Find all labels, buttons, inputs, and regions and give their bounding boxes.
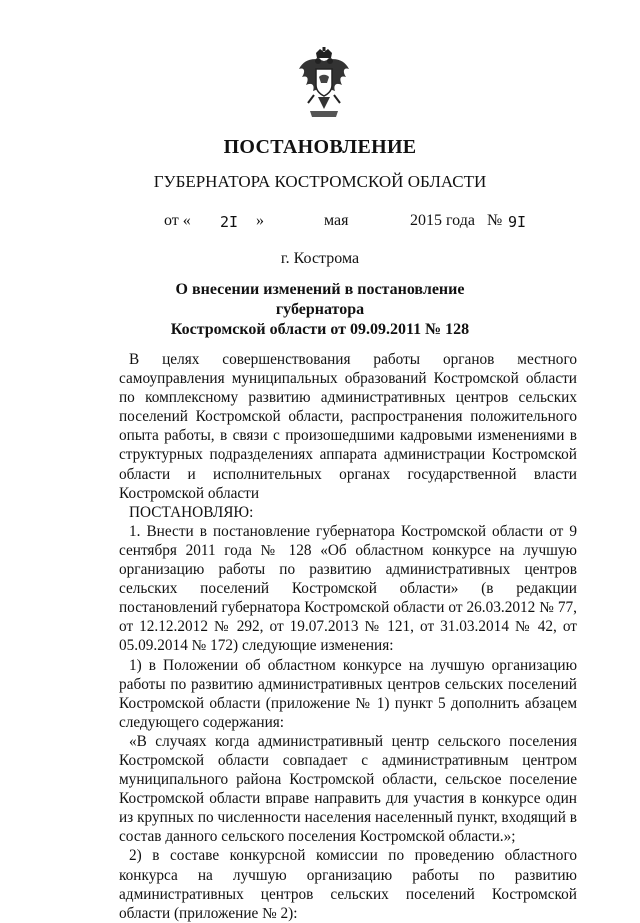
date-year: 2015 года	[410, 212, 475, 229]
document-subtitle: ГУБЕРНАТОРА КОСТРОМСКОЙ ОБЛАСТИ	[153, 172, 487, 191]
decree-word: ПОСТАНОВЛЯЮ:	[129, 503, 254, 521]
heading-line-1: О внесении изменений в постановление губернатора	[175, 281, 465, 318]
subitem-2-paragraph: 2) в составе конкурсной комиссии по проведению областного конкурса на лучшую организацию работы по развитию административных центров сельских поселений Костромской области (приложение № 2):	[119, 847, 577, 922]
date-close-quote: »	[256, 212, 264, 229]
subitem-1-paragraph: 1) в Положении об областном конкурсе на лучшую организацию работы по развитию административных центров сельских поселений Костромской области (приложение № 1) пункт 5 дополнить абзацем следующего содержания:	[119, 656, 577, 731]
date-month: мая	[324, 212, 349, 229]
date-day: 2I	[220, 213, 239, 231]
date-line	[0, 212, 640, 236]
coat-of-arms-icon	[296, 47, 352, 119]
document-title: ПОСТАНОВЛЕНИЕ	[223, 136, 417, 158]
number-sign: №	[487, 212, 503, 229]
date-prefix: от «	[164, 212, 191, 229]
document-heading	[150, 280, 490, 340]
heading-line-2: Костромской области от 09.09.2011 № 128	[170, 321, 470, 338]
document-body	[119, 350, 577, 923]
item-1-paragraph: 1. Внести в постановление губернатора Костромской области от 9 сентября 2011 года № 128 «Об областном конкурсе на лучшую организацию работы по развитию административных центров сельских поселений Костромской области» (в редакции постановлений губернатора Костромской области от 26.03.2012 № 77, от 12.12.2012 № 292, от 19.07.2013 № 121, от 31.03.2014 № 42, от 05.09.2014 № 172) следующие изменения:	[119, 522, 577, 655]
city: г. Кострома	[280, 250, 360, 267]
quote-paragraph: «В случаях когда административный центр сельского поселения Костромской области совпадает с административным центром муниципального района Костромской области, сельское поселение Костромской области вправе направить для участия в конкурсе один из крупных по численности населения населенный пункт, входящий в состав данного сельского поселения Костромской области.»;	[119, 732, 577, 846]
decree-number: 9I	[508, 213, 527, 231]
preamble-paragraph: В целях совершенствования работы органов местного самоуправления муниципальных образований Костромской области по комплексному развитию административных центров сельских поселений Костромской области, распространения положительного опыта работы, в связи с произошедшими кадровыми изменениями в структурных подразделениях аппарата администрации Костромской области и исполнительных органах государственной власти Костромской области	[119, 351, 577, 502]
